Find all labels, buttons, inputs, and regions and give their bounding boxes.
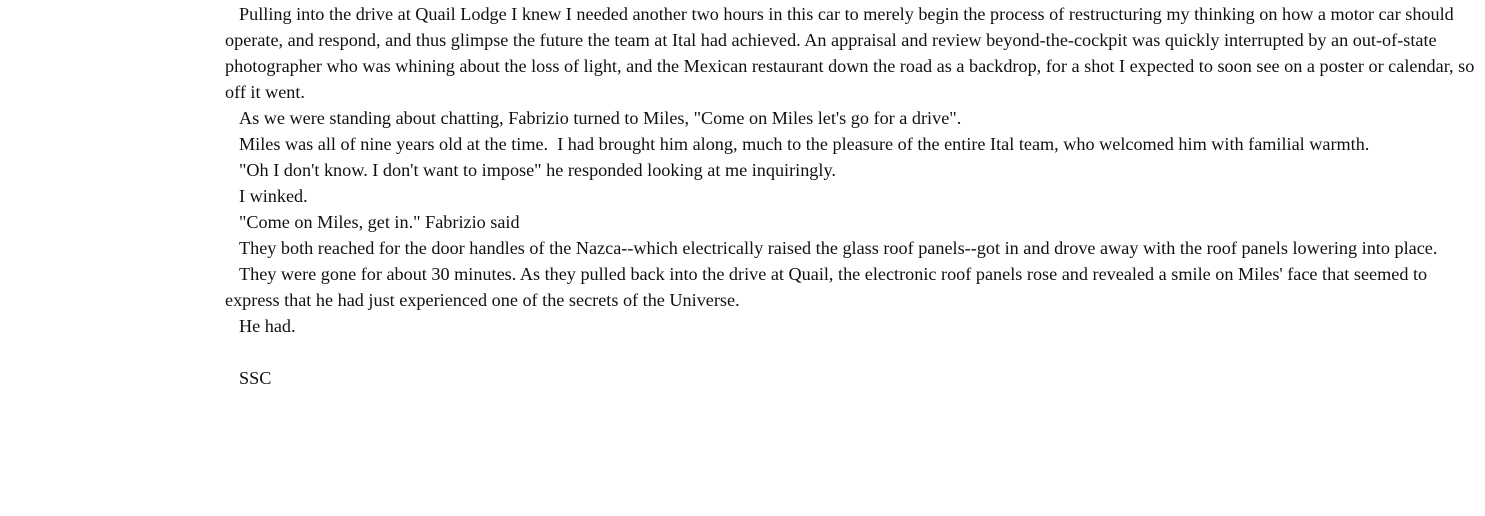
paragraph-he-had: He had.	[239, 316, 296, 336]
paragraph-return: They were gone for about 30 minutes. As they pulled back into the drive at Quail, the electronic roof panels rose and revealed a smile on Miles' face that seemed to express that he had just experienced one of the secrets of the Universe.	[225, 264, 1432, 310]
paragraph-get-in: "Come on Miles, get in." Fabrizio said	[239, 212, 520, 232]
paragraph-spacer	[225, 339, 1480, 365]
article-body	[225, 1, 1480, 391]
paragraph-miles-age: Miles was all of nine years old at the time. I had brought him along, much to the pleasure of the entire Ital team, who welcomed him with familial warmth.	[239, 134, 1370, 154]
author-signature: SSC	[239, 368, 272, 388]
paragraph-nazca-drive: They both reached for the door handles of the Nazca--which electrically raised the glass roof panels--got in and drove away with the roof panels lowering into place.	[239, 238, 1438, 258]
paragraph-quail-lodge-arrival: Pulling into the drive at Quail Lodge I knew I needed another two hours in this car to merely begin the process of restructuring my thinking on how a motor car should operate, and respond, and thus glimpse the future the team at Ital had achieved. An appraisal and review beyond-the-cockpit was quickly interrupted by an out-of-state photographer who was whining about the loss of light, and the Mexican restaurant down the road as a backdrop, for a shot I expected to soon see on a poster or calendar, so off it went.	[225, 4, 1479, 102]
paragraph-wink: I winked.	[239, 186, 308, 206]
paragraph-miles-response: "Oh I don't know. I don't want to impose" he responded looking at me inquiringly.	[239, 160, 836, 180]
paragraph-fabrizio-invitation: As we were standing about chatting, Fabrizio turned to Miles, "Come on Miles let's go for a drive".	[239, 108, 962, 128]
